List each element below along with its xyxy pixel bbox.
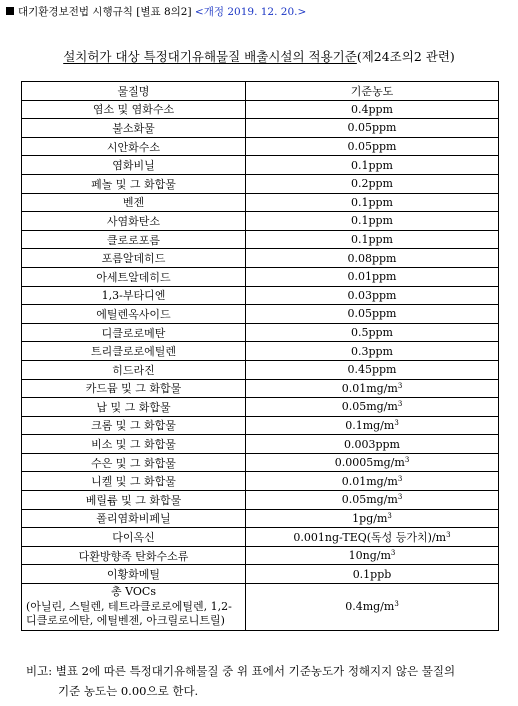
concentration-value: 0.0005mg/m bbox=[334, 456, 405, 470]
concentration-cell bbox=[246, 435, 499, 454]
unit-exponent: 3 bbox=[397, 474, 403, 483]
substance-name: 비소 및 그 화합물 bbox=[22, 435, 246, 454]
substance-name: 니켈 및 그 화합물 bbox=[22, 472, 246, 491]
substance-name: 카드뮴 및 그 화합물 bbox=[22, 379, 246, 398]
table-row bbox=[22, 528, 499, 547]
concentration-value: 0.003ppm bbox=[343, 437, 400, 451]
substance-name: 염소 및 염화수소 bbox=[22, 100, 246, 119]
substance-name: 크롬 및 그 화합물 bbox=[22, 416, 246, 435]
concentration-value: 0.2ppm bbox=[350, 177, 393, 191]
table-row bbox=[22, 435, 499, 454]
table-row-voc bbox=[22, 584, 499, 631]
concentration-cell bbox=[246, 156, 499, 175]
voc-title: 총 VOCs bbox=[111, 585, 156, 599]
table-row bbox=[22, 546, 499, 565]
remark-line-2: 기준 농도는 0.00으로 한다. bbox=[58, 684, 199, 698]
concentration-cell bbox=[246, 416, 499, 435]
concentration-cell bbox=[246, 286, 499, 305]
substance-name: 염화비닐 bbox=[22, 156, 246, 175]
table-row bbox=[22, 305, 499, 324]
standards-table bbox=[21, 81, 499, 631]
concentration-value: 0.4ppm bbox=[350, 102, 393, 116]
concentration-cell bbox=[246, 528, 499, 547]
concentration-value: 0.1mg/m bbox=[345, 418, 395, 432]
column-header-concentration: 기준농도 bbox=[246, 82, 499, 101]
table-row bbox=[22, 342, 499, 361]
concentration-cell bbox=[246, 249, 499, 268]
concentration-value: 0.3ppm bbox=[350, 344, 393, 358]
document-header bbox=[6, 5, 306, 19]
unit-exponent: 3 bbox=[390, 549, 396, 558]
concentration-value: 0.1ppm bbox=[350, 195, 393, 209]
concentration-cell bbox=[246, 100, 499, 119]
unit-exponent: 3 bbox=[397, 493, 403, 502]
remark-note bbox=[26, 661, 506, 701]
concentration-cell bbox=[246, 398, 499, 417]
concentration-value: 0.1ppm bbox=[350, 158, 393, 172]
substance-name: 납 및 그 화합물 bbox=[22, 398, 246, 417]
concentration-value: 0.08ppm bbox=[347, 251, 397, 265]
substance-name: 폴리염화비페닐 bbox=[22, 509, 246, 528]
concentration-cell bbox=[246, 453, 499, 472]
table-row bbox=[22, 267, 499, 286]
unit-exponent: 3 bbox=[397, 381, 403, 390]
unit-exponent: 3 bbox=[446, 531, 451, 540]
table-row bbox=[22, 212, 499, 231]
concentration-cell bbox=[246, 491, 499, 510]
table-row bbox=[22, 398, 499, 417]
table-row bbox=[22, 119, 499, 138]
concentration-value: 0.01ppm bbox=[347, 270, 397, 284]
concentration-cell bbox=[246, 137, 499, 156]
substance-name: 베릴륨 및 그 화합물 bbox=[22, 491, 246, 510]
concentration-cell bbox=[246, 230, 499, 249]
substance-name: 히드라진 bbox=[22, 360, 246, 379]
concentration-cell bbox=[246, 119, 499, 138]
concentration-value: 0.01mg/m bbox=[341, 381, 398, 395]
table-body bbox=[22, 100, 499, 630]
substance-name: 트리클로로에틸렌 bbox=[22, 342, 246, 361]
substance-name: 불소화물 bbox=[22, 119, 246, 138]
concentration-value: 1pg/m bbox=[352, 511, 388, 525]
substance-name: 아세트알데히드 bbox=[22, 267, 246, 286]
table-row bbox=[22, 174, 499, 193]
unit-exponent: 3 bbox=[387, 511, 392, 520]
table-row bbox=[22, 100, 499, 119]
table-row bbox=[22, 491, 499, 510]
table-row bbox=[22, 416, 499, 435]
title-main: 설치허가 대상 특정대기유해물질 배출시설의 적용기준 bbox=[63, 49, 357, 64]
concentration-cell bbox=[246, 305, 499, 324]
voc-components: (아닐린, 스틸렌, 테트라클로로에틸렌, 1,2-디클로로에탄, 에틸벤젠, 아크릴로니트릴) bbox=[26, 599, 232, 628]
concentration-value: 0.1ppm bbox=[350, 214, 393, 228]
concentration-value: 0.05ppm bbox=[347, 140, 397, 154]
page-title bbox=[0, 48, 518, 66]
substance-name: 디클로로메탄 bbox=[22, 323, 246, 342]
remark-line-1: 비고: 별표 2에 따른 특정대기유해물질 중 위 표에서 기준농도가 정해지지 않은 물질의 bbox=[26, 664, 456, 678]
concentration-cell bbox=[246, 472, 499, 491]
concentration-value: 0.05mg/m bbox=[341, 400, 398, 414]
concentration-cell bbox=[246, 565, 499, 584]
table-row bbox=[22, 137, 499, 156]
table-row bbox=[22, 565, 499, 584]
title-reference: (제24조의2 관련) bbox=[356, 49, 455, 64]
concentration-value: 10ng/m bbox=[348, 549, 391, 563]
substance-name: 사염화탄소 bbox=[22, 212, 246, 231]
revision-link[interactable]: <개정 2019. 12. 20.> bbox=[194, 6, 307, 18]
substance-name: 1,3-부타디엔 bbox=[22, 286, 246, 305]
square-bullet-icon bbox=[6, 7, 14, 15]
concentration-cell bbox=[246, 509, 499, 528]
substance-name: 다이옥신 bbox=[22, 528, 246, 547]
concentration-cell bbox=[246, 379, 499, 398]
substance-name: 수은 및 그 화합물 bbox=[22, 453, 246, 472]
substance-name: 다환방향족 탄화수소류 bbox=[22, 546, 246, 565]
concentration-value: 0.03ppm bbox=[347, 288, 397, 302]
concentration-value: 0.4mg/m bbox=[345, 600, 395, 614]
concentration-value: 0.05mg/m bbox=[341, 493, 398, 507]
unit-exponent: 3 bbox=[404, 456, 410, 465]
concentration-cell bbox=[246, 212, 499, 231]
substance-name: 에틸렌옥사이드 bbox=[22, 305, 246, 324]
concentration-value: 0.1ppm bbox=[350, 233, 393, 247]
table-row bbox=[22, 156, 499, 175]
table-row bbox=[22, 453, 499, 472]
concentration-value: 0.001ng-TEQ(독성 등가치)/m bbox=[293, 531, 447, 545]
concentration-value: 0.45ppm bbox=[347, 363, 397, 377]
substance-name: 시안화수소 bbox=[22, 137, 246, 156]
substance-name: 이황화메틸 bbox=[22, 565, 246, 584]
concentration-cell bbox=[246, 584, 499, 631]
table-header-row bbox=[22, 82, 499, 101]
table-row bbox=[22, 193, 499, 212]
substance-name: 클로로포름 bbox=[22, 230, 246, 249]
concentration-value: 0.1ppb bbox=[352, 567, 392, 581]
unit-exponent: 3 bbox=[394, 418, 399, 427]
concentration-cell bbox=[246, 546, 499, 565]
concentration-value: 0.05ppm bbox=[347, 121, 397, 135]
unit-exponent: 3 bbox=[397, 400, 403, 409]
column-header-substance: 물질명 bbox=[22, 82, 246, 101]
table-row bbox=[22, 379, 499, 398]
concentration-cell bbox=[246, 193, 499, 212]
substance-name: 페놀 및 그 화합물 bbox=[22, 174, 246, 193]
table-row bbox=[22, 323, 499, 342]
table-row bbox=[22, 360, 499, 379]
table-row bbox=[22, 509, 499, 528]
concentration-value: 0.05ppm bbox=[347, 307, 397, 321]
concentration-value: 0.01mg/m bbox=[341, 474, 398, 488]
substance-name: 벤젠 bbox=[22, 193, 246, 212]
table-row bbox=[22, 472, 499, 491]
table-row bbox=[22, 286, 499, 305]
concentration-cell bbox=[246, 174, 499, 193]
concentration-cell bbox=[246, 267, 499, 286]
table-row bbox=[22, 249, 499, 268]
concentration-cell bbox=[246, 342, 499, 361]
concentration-cell bbox=[246, 323, 499, 342]
table-row bbox=[22, 230, 499, 249]
law-reference: 대기환경보전법 시행규칙 [별표 8의2] bbox=[18, 6, 192, 18]
substance-name-voc bbox=[22, 584, 246, 631]
concentration-cell bbox=[246, 360, 499, 379]
unit-exponent: 3 bbox=[394, 600, 399, 609]
substance-name: 포름알데히드 bbox=[22, 249, 246, 268]
concentration-value: 0.5ppm bbox=[350, 326, 393, 340]
